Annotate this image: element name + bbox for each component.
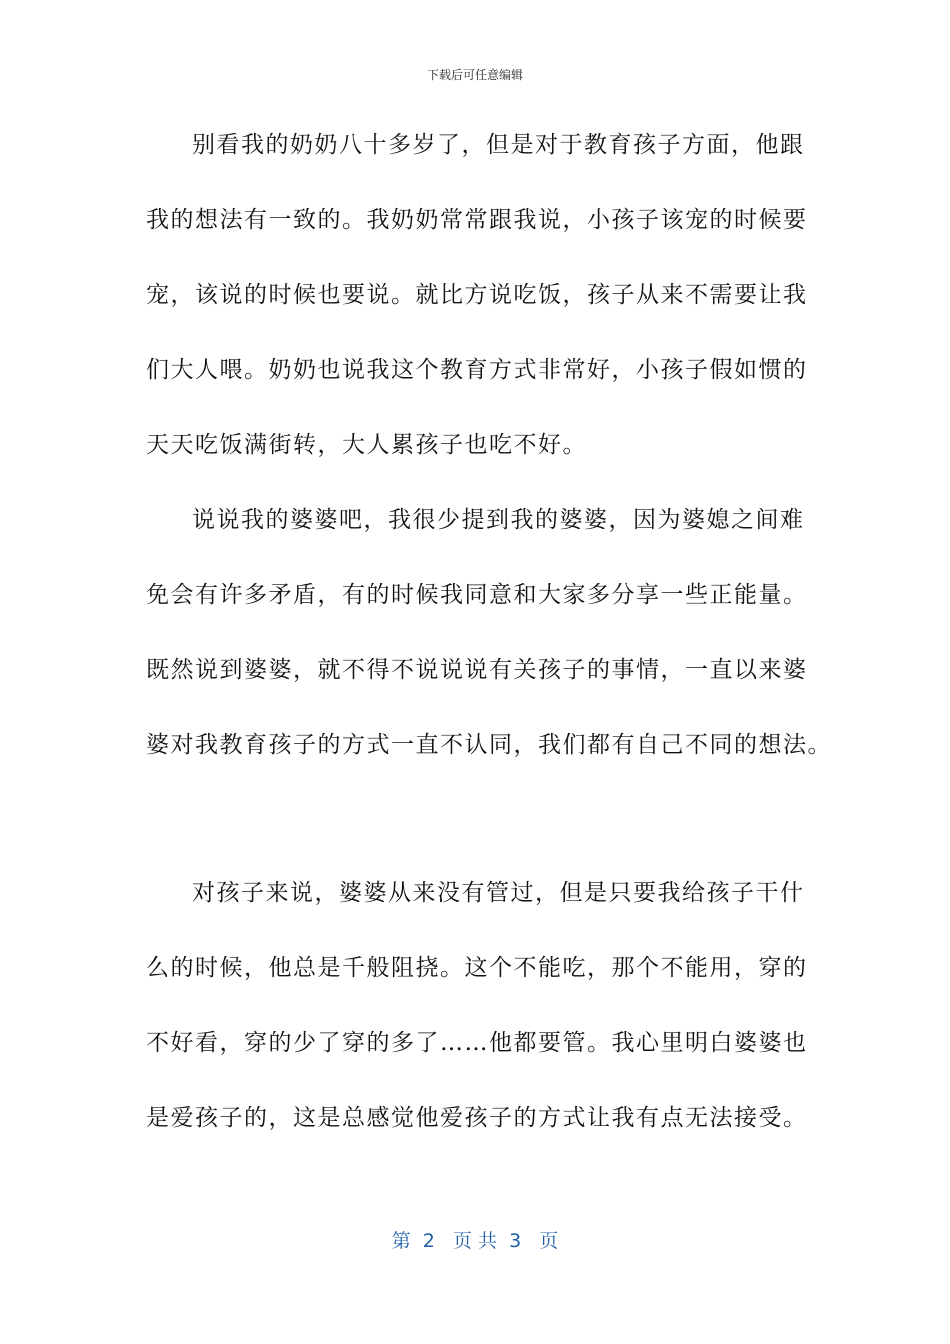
paragraph-1-line-3: 宠，该说的时候也要说。就比方说吃饭，孩子从来不需要让我 — [146, 282, 808, 308]
paragraph-3-line-3: 不好看，穿的少了穿的多了……他都要管。我心里明白婆婆也 — [146, 1030, 808, 1056]
page-number-footer: 第 2 页 共 3 页 — [391, 1230, 559, 1252]
header-note: 下载后可任意编辑 — [426, 68, 523, 82]
paragraph-1-line-2: 我的想法有一致的。我奶奶常常跟我说，小孩子该宠的时候要 — [146, 207, 808, 233]
paragraph-3-line-2: 么的时候，他总是千般阻挠。这个不能吃，那个不能用，穿的 — [146, 955, 808, 981]
paragraph-2-line-1: 说说我的婆婆吧，我很少提到我的婆婆，因为婆媳之间难 — [192, 507, 805, 533]
paragraph-2-line-2: 免会有许多矛盾，有的时候我同意和大家多分享一些正能量。 — [146, 582, 808, 608]
paragraph-1-line-1: 别看我的奶奶八十多岁了，但是对于教育孩子方面，他跟 — [192, 132, 805, 158]
paragraph-2-line-3: 既然说到婆婆，就不得不说说说有关孩子的事情，一直以来婆 — [146, 657, 808, 683]
paragraph-3-line-1: 对孩子来说，婆婆从来没有管过，但是只要我给孩子干什 — [192, 880, 805, 906]
paragraph-2-line-4: 婆对我教育孩子的方式一直不认同，我们都有自己不同的想法。 — [146, 732, 832, 758]
paragraph-1-line-4: 们大人喂。奶奶也说我这个教育方式非常好，小孩子假如惯的 — [146, 357, 808, 383]
paragraph-3-line-4: 是爱孩子的，这是总感觉他爱孩子的方式让我有点无法接受。 — [146, 1105, 808, 1131]
paragraph-1-line-5: 天天吃饭满街转，大人累孩子也吃不好。 — [146, 432, 587, 458]
